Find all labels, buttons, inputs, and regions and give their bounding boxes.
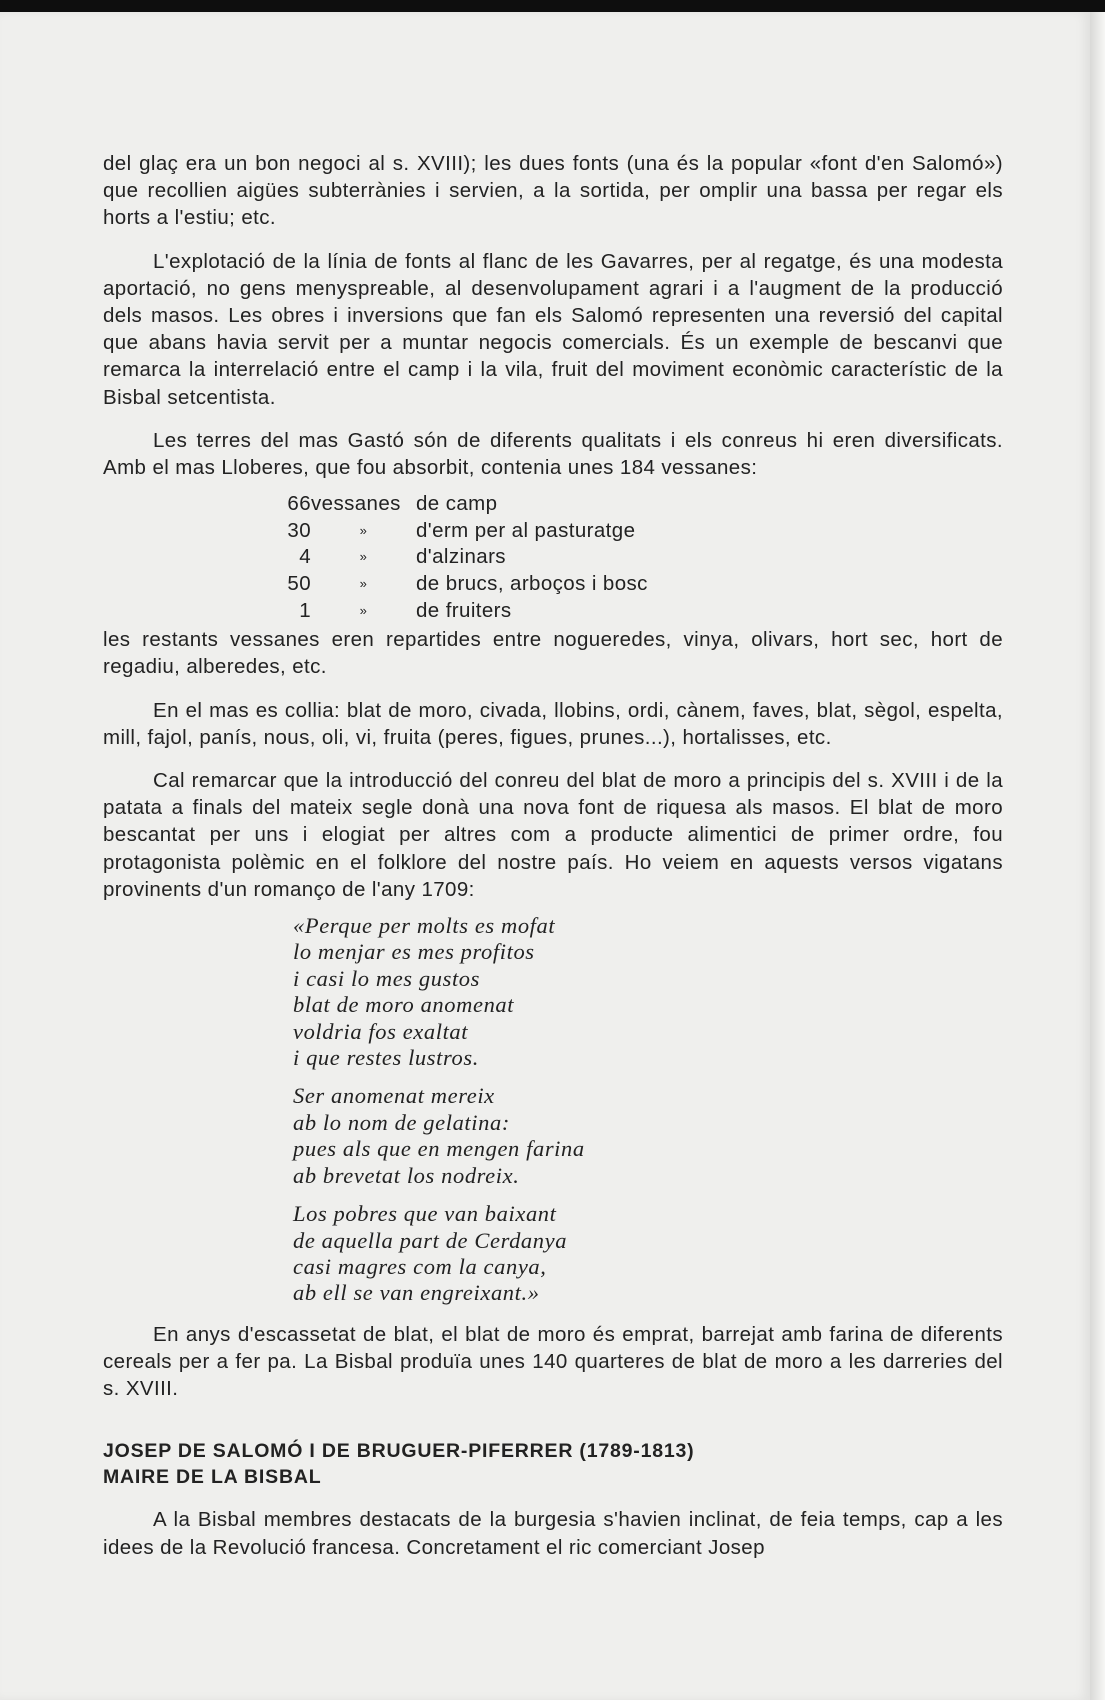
inventory-desc: de brucs, arboços i bosc	[416, 572, 648, 596]
paragraph-fonts: del glaç era un bon negoci al s. XVIII); les dues fonts (una és la popular «font d'en Salomó») que recollien aigües subterrànies i servien, a la sortida, per omplir una bassa per regar els horts a l'estiu; etc.	[103, 152, 1003, 230]
inventory-desc: d'alzinars	[416, 545, 506, 569]
section-heading	[103, 1438, 1003, 1490]
page-body	[103, 150, 1003, 1577]
poem-line: voldria fos exaltat	[293, 1018, 469, 1044]
paragraph-collita: En el mas es collia: blat de moro, civada, llobins, ordi, cànem, faves, blat, sègol, espelta, mill, fajol, panís, nous, oli, vi, fruita (peres, figues, prunes...), hortalisses, etc.	[103, 698, 1003, 749]
paragraph-restants: les restants vessanes eren repartides entre nogueredes, vinya, olivars, hort sec, hort de regadiu, alberedes, etc.	[103, 628, 1003, 679]
paragraph-blat-de-moro: Cal remarcar que la introducció del conreu del blat de moro a principis del s. XVIII i de la patata a finals del mateix segle donà una nova font de riquesa als masos. El blat de moro bescantat per uns i elogiat per altres com a producte alimentici de primer ordre, fou protagonista polèmic en el folklore del nostre país. Ho veiem en aquests versos vigatans provinents d'un romanço de l'any 1709:	[103, 769, 1003, 901]
inventory-ditto-mark: »	[359, 576, 368, 592]
section-heading-line: JOSEP DE SALOMÓ I DE BRUGUER-PIFERRER (1789-1813)	[103, 1440, 695, 1463]
inventory-ditto-mark: »	[359, 602, 368, 618]
section-heading-line: MAIRE DE LA BISBAL	[103, 1466, 322, 1489]
poem-line: «Perque per molts es mofat	[293, 913, 556, 939]
poem-stanza	[293, 1083, 1003, 1189]
poem-stanza	[293, 913, 1003, 1071]
inventory-desc: de camp	[416, 492, 498, 516]
poem-line: lo menjar es mes profitos	[293, 939, 535, 965]
page-edge-shadow	[1090, 12, 1105, 1700]
inventory-unit: vessanes	[311, 492, 401, 516]
paragraph-escassetat: En anys d'escassetat de blat, el blat de moro és emprat, barrejat amb farina de diferents cereals per a fer pa. La Bisbal produïa unes 140 quarteres de blat de moro a les darreries del s. XVIII.	[103, 1322, 1003, 1401]
poem-line: casi magres com la canya,	[293, 1253, 547, 1279]
inventory-qty: 50	[287, 572, 311, 596]
table-row	[281, 571, 648, 598]
poem-line: blat de moro anomenat	[293, 992, 515, 1018]
table-row	[281, 491, 648, 518]
inventory-qty: 4	[299, 545, 311, 569]
poem-line: pues als que en mengen farina	[293, 1136, 585, 1162]
romanco-poem	[293, 913, 1003, 1307]
inventory-desc: d'erm per al pasturatge	[416, 518, 636, 542]
table-row	[281, 544, 648, 571]
poem-line: ab ell se van engreixant.»	[293, 1280, 540, 1306]
poem-line: i que restes lustros.	[293, 1045, 479, 1071]
inventory-qty: 30	[287, 518, 311, 542]
scan-top-border	[0, 0, 1105, 12]
inventory-ditto-mark: »	[359, 549, 368, 565]
poem-line: Ser anomenat mereix	[293, 1083, 495, 1109]
land-inventory-table	[281, 491, 648, 624]
table-row	[281, 518, 648, 545]
poem-line: Los pobres que van baixant	[293, 1201, 557, 1227]
poem-line: ab brevetat los nodreix.	[293, 1162, 520, 1188]
paragraph-burgesia: A la Bisbal membres destacats de la burgesia s'havien inclinat, de feia temps, cap a les idees de la Revolució francesa. Concretament el ric comerciant Josep	[103, 1508, 1003, 1559]
inventory-qty: 1	[299, 598, 311, 622]
paragraph-explotacio: L'explotació de la línia de fonts al flanc de les Gavarres, per al regatge, és una modesta aportació, no gens menyspreable, al desenvolupament agrari i a l'augment de la producció dels masos. Les obres i inversions que fan els Salomó representen una reversió del capital que abans havia servit per a muntar negocis comercials. És un exemple de bescanvi que remarca la interrelació entre el camp i la vila, fruit del moviment econòmic característic de la Bisbal setcentista.	[103, 249, 1003, 409]
inventory-desc: de fruiters	[416, 598, 512, 622]
paragraph-terres: Les terres del mas Gastó són de diferents qualitats i els conreus hi eren diversificats. Amb el mas Lloberes, que fou absorbit, contenia unes 184 vessanes:	[103, 428, 1003, 480]
poem-stanza	[293, 1201, 1003, 1307]
inventory-qty: 66	[287, 492, 311, 516]
poem-line: ab lo nom de gelatina:	[293, 1109, 510, 1135]
poem-line: de aquella part de Cerdanya	[293, 1227, 568, 1253]
inventory-ditto-mark: »	[359, 522, 368, 538]
table-row	[281, 598, 648, 625]
poem-line: i casi lo mes gustos	[293, 965, 481, 991]
